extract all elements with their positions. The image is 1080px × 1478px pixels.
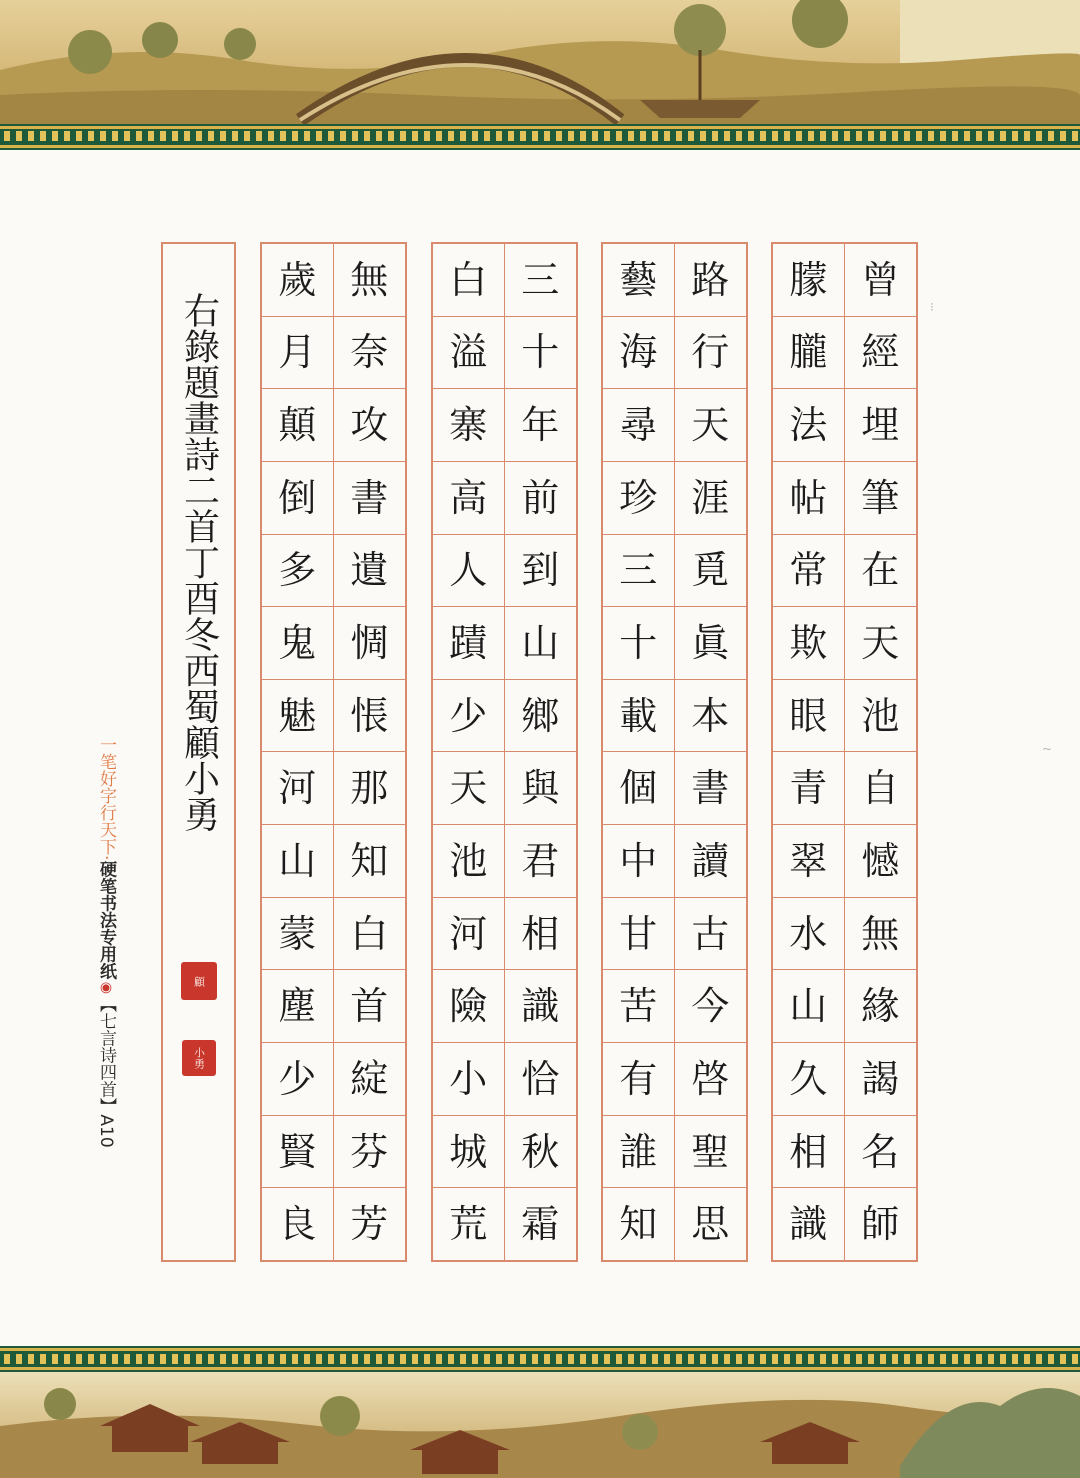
grid-cell: 河 [433,897,504,970]
grid-cell: 多 [262,534,333,607]
grid-cell: 小 [433,1042,504,1115]
grid-cell: 個 [603,751,674,824]
grid-cell: 常 [773,534,844,607]
grid-cell: 倒 [262,461,333,534]
grid-cell: 曾 [861,257,900,302]
grid-cell: 鄉 [505,679,577,752]
top-painting-banner [0,0,1080,150]
grid-cell: 識 [505,969,577,1042]
grid-cell: 秋 [505,1115,577,1188]
grid-cell: 覓 [675,534,747,607]
poem-block-4 [260,242,407,1262]
grid-cell: 三 [521,257,560,302]
paper-speck: ~ [1042,742,1053,756]
grid-cell: 顛 [262,388,333,461]
paper-title: 硬笔书法专用纸 [96,860,116,980]
style-name-seal: 小勇 [182,1040,216,1076]
grid-cell: 行 [675,316,747,389]
grid-cell: 欺 [773,606,844,679]
grid-cell: 無 [845,897,917,970]
grid-cell: 有 [603,1042,674,1115]
grid-cell: 書 [675,751,747,824]
grid-cell: 人 [433,534,504,607]
signature-column [161,242,236,1262]
grid-cell: 眞 [675,606,747,679]
grid-cell: 君 [505,824,577,897]
grid-cell: 師 [845,1187,917,1260]
grid-cell: 甘 [603,897,674,970]
grid-cell: 山 [262,824,333,897]
poem-4-line-1 [334,244,406,1260]
grid-cell: 鬼 [262,606,333,679]
grid-cell: 年 [505,388,577,461]
grid-cell: 河 [262,751,333,824]
grid-cell: 朧 [773,316,844,389]
grid-cell: 遺 [334,534,406,607]
grid-cell: 知 [603,1187,674,1260]
grid-cell: 山 [505,606,577,679]
grid-cell: 思 [675,1187,747,1260]
book-spine-label [86,736,114,1148]
grid-cell: 歲 [278,257,317,302]
signature-inscription: 右錄題畫詩二首丁酉冬西蜀顧小勇 [178,292,220,832]
grid-cell: 池 [845,679,917,752]
grid-cell: 相 [773,1115,844,1188]
grid-cell: 到 [505,534,577,607]
poem-block-2 [601,242,748,1262]
grid-cell: 藝 [619,257,658,302]
grid-cell: 在 [845,534,917,607]
logo-seal-icon: ◉ [98,979,114,996]
page-number: A10 [96,1114,116,1148]
grid-cell: 翠 [773,824,844,897]
grid-cell: 書 [334,461,406,534]
poem-block-1 [771,242,918,1262]
grid-cell: 山 [773,969,844,1042]
grid-cell: 相 [505,897,577,970]
grid-cell: 水 [773,897,844,970]
grid-cell: 苦 [603,969,674,1042]
grid-cell: 謁 [845,1042,917,1115]
grid-cell: 知 [334,824,406,897]
series-name: 一笔好字行天下· [96,736,116,861]
grid-cell: 悵 [334,679,406,752]
grid-cell: 啓 [675,1042,747,1115]
grid-cell: 白 [449,257,488,302]
grid-cell: 聖 [675,1115,747,1188]
grid-cell: 良 [262,1187,333,1260]
grid-cell: 名 [845,1115,917,1188]
grid-cell: 蒙 [262,897,333,970]
poem-1-line-1 [845,244,917,1260]
grid-cell: 法 [773,388,844,461]
grid-cell: 帖 [773,461,844,534]
grid-cell: 識 [773,1187,844,1260]
grid-cell: 十 [603,606,674,679]
grid-cell: 涯 [675,461,747,534]
grid-cell: 寨 [433,388,504,461]
grid-cell: 少 [262,1042,333,1115]
grid-cell: 天 [433,751,504,824]
poem-2-line-1 [675,244,747,1260]
grid-cell: 恰 [505,1042,577,1115]
grid-cell: 天 [845,606,917,679]
grid-cell: 朦 [789,257,828,302]
grid-cell: 憾 [845,824,917,897]
grid-cell: 白 [334,897,406,970]
poem-4-line-2 [262,244,334,1260]
grid-cell: 載 [603,679,674,752]
grid-cell: 珍 [603,461,674,534]
grid-cell: 緣 [845,969,917,1042]
grid-cell: 攻 [334,388,406,461]
poem-3-line-1 [505,244,577,1260]
grid-cell: 眼 [773,679,844,752]
grid-cell: 與 [505,751,577,824]
grid-cell: 前 [505,461,577,534]
grid-cell: 久 [773,1042,844,1115]
grid-cell: 塵 [262,969,333,1042]
section-label: 【七言诗四首】 [96,995,116,1115]
grid-cell: 綻 [334,1042,406,1115]
grid-cell: 經 [845,316,917,389]
name-seal: 顧 [181,962,217,1000]
grid-cell: 十 [505,316,577,389]
grid-cell: 城 [433,1115,504,1188]
paper-speck: ⁝ [930,300,934,314]
grid-cell: 尋 [603,388,674,461]
grid-cell: 無 [350,257,389,302]
grid-cell: 少 [433,679,504,752]
grid-cell: 古 [675,897,747,970]
grid-cell: 奈 [334,316,406,389]
grid-cell: 首 [334,969,406,1042]
grid-cell: 埋 [845,388,917,461]
poem-1-line-2 [773,244,845,1260]
poem-block-3 [431,242,578,1262]
grid-cell: 魅 [262,679,333,752]
bottom-painting-banner [0,1346,1080,1478]
grid-cell: 自 [845,751,917,824]
grid-cell: 海 [603,316,674,389]
grid-cell: 路 [691,257,730,302]
grid-cell: 今 [675,969,747,1042]
poem-3-line-2 [433,244,505,1260]
grid-cell: 賢 [262,1115,333,1188]
grid-cell: 芳 [334,1187,406,1260]
grid-cell: 蹟 [433,606,504,679]
grid-cell: 中 [603,824,674,897]
grid-cell: 惆 [334,606,406,679]
grid-cell: 青 [773,751,844,824]
grid-cell: 誰 [603,1115,674,1188]
grid-cell: 溢 [433,316,504,389]
grid-cell: 險 [433,969,504,1042]
grid-cell: 筆 [845,461,917,534]
grid-cell: 芬 [334,1115,406,1188]
poem-2-line-2 [603,244,675,1260]
grid-cell: 月 [262,316,333,389]
grid-cell: 天 [675,388,747,461]
grid-cell: 荒 [433,1187,504,1260]
grid-cell: 本 [675,679,747,752]
grid-cell: 那 [334,751,406,824]
grid-cell: 霜 [505,1187,577,1260]
grid-cell: 讀 [675,824,747,897]
grid-cell: 池 [433,824,504,897]
grid-cell: 三 [603,534,674,607]
grid-cell: 高 [433,461,504,534]
